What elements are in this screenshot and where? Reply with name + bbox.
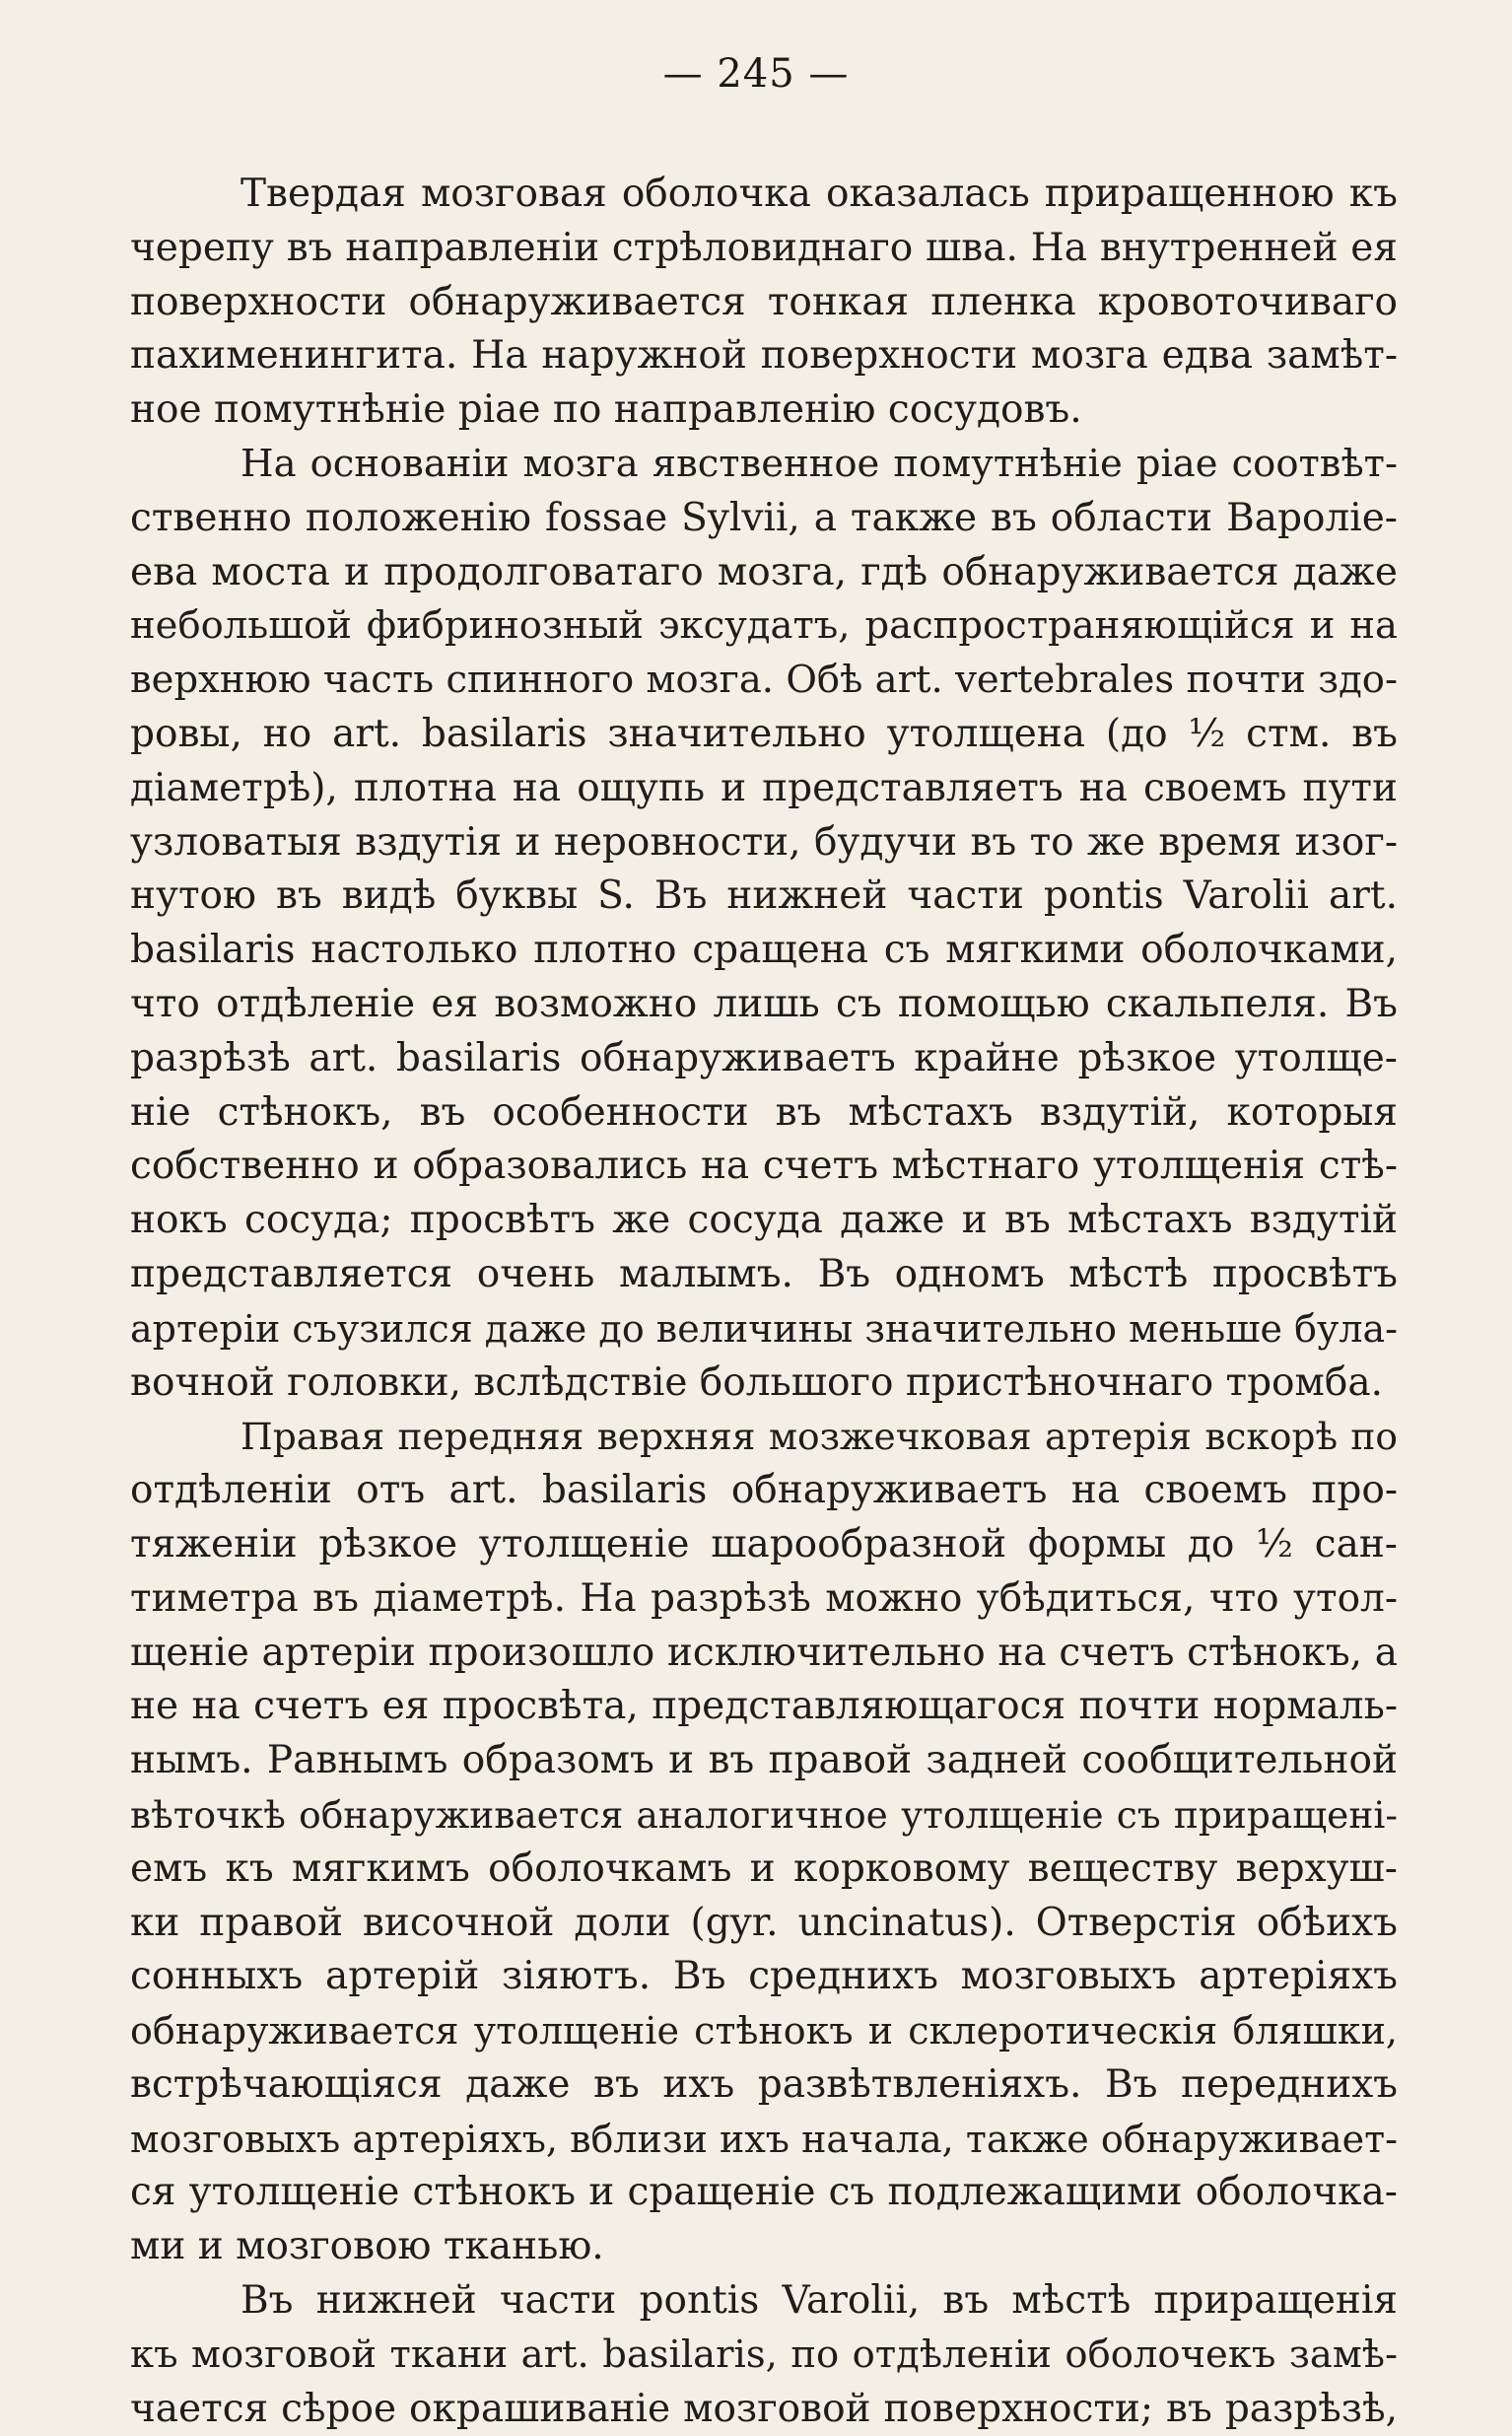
text-line: сонныхъ артерій зіяютъ. Въ среднихъ мозговыхъ артеріяхъ [130,1954,1398,1999]
text-line: Правая передняя верхняя мозжечковая артерія вскорѣ по [241,1415,1398,1459]
text-line: емъ къ мягкимъ оболочкамъ и корковому веществу верхуш- [130,1845,1398,1891]
text-line: щеніе артеріи произошло исключительно на счетъ стѣнокъ, а [130,1630,1398,1675]
text-line: basilaris настолько плотно сращена съ мягкими оболочками, [130,928,1398,973]
text-line: къ мозговой ткани art. basilaris, по отдѣленіи оболочекъ замѣ- [130,2332,1398,2377]
text-line: встрѣчающіяся даже въ ихъ развѣтвленіяхъ. Въ переднихъ [130,2061,1398,2107]
text-line: ніе стѣнокъ, въ особенности въ мѣстахъ вздутій, которыя [130,1089,1398,1135]
text-line: нымъ. Равнымъ образомъ и въ правой задней сообщительной [130,1738,1398,1783]
text-line: представляется очень малымъ. Въ одномъ мѣстѣ просвѣтъ [130,1251,1398,1296]
text-line: разрѣзѣ art. basilaris обнаруживаетъ крайне рѣзкое утолще- [130,1035,1398,1080]
text-line: верхнюю часть спинного мозга. Обѣ art. vertebrales почти здо- [130,658,1398,703]
text-line: ровы, но art. basilaris значительно утолщена (до ½ стм. въ [130,711,1398,756]
page-number: — 245 — [662,51,850,97]
text-line: вѣточкѣ обнаруживается аналогичное утолщеніе съ приращені- [130,1792,1398,1837]
text-line: артеріи съузился даже до величины значительно меньше була- [130,1306,1398,1351]
text-line: ное помутнѣніе piae по направленію сосудовъ. [130,387,1082,433]
text-line: Твердая мозговая оболочка оказалась приращенною къ [241,172,1398,216]
text-line: обнаруживается утолщеніе стѣнокъ и склеротическія бляшки, [130,2009,1398,2053]
text-line: пахименингита. На наружной поверхности мозга едва замѣт- [130,333,1398,379]
text-line: черепу въ направленіи стрѣловиднаго шва. На внутренней ея [130,225,1398,270]
text-line: мозговыхъ артеріяхъ, вблизи ихъ начала, также обнаруживает- [130,2117,1398,2161]
text-line: ки правой височной доли (gyr. uncinatus). Отверстія обѣихъ [130,1900,1398,1945]
text-line: не на счетъ ея просвѣта, представляющагося почти нормаль- [130,1684,1398,1729]
text-line: вочной головки, вслѣдствіе большого пристѣночнаго тромба. [130,1359,1384,1405]
text-line: отдѣленіи отъ art. basilaris обнаруживаетъ на своемъ про- [130,1468,1398,1513]
text-line: діаметрѣ), плотна на ощупь и представляетъ на своемъ пути [130,765,1398,810]
text-line: На основаніи мозга явственное помутнѣніе piae соотвѣт- [241,441,1398,486]
text-line: нутою въ видѣ буквы S. Въ нижней части pontis Varolii art. [130,873,1398,919]
text-line: что отдѣленіе ея возможно лишь съ помощью скальпеля. Въ [130,981,1398,1026]
text-line: ева моста и продолговатаго мозга, гдѣ обнаруживается даже [130,549,1398,594]
text-line: тиметра въ діаметрѣ. На разрѣзѣ можно убѣдиться, что утол- [130,1575,1398,1621]
text-line: собственно и образовались на счетъ мѣстнаго утолщенія стѣ- [130,1144,1398,1189]
text-line: тяженіи рѣзкое утолщеніе шарообразной формы до ½ сан- [130,1521,1398,1566]
text-line: ми и мозговою тканью. [130,2224,604,2269]
text-line: небольшой фибринозный эксудатъ, распространяющійся и на [130,603,1398,649]
text-line: чается сѣрое окрашиваніе мозговой поверхности; въ разрѣзѣ, [130,2386,1398,2431]
text-line: ся утолщеніе стѣнокъ и сращеніе съ подлежащими оболочка- [130,2170,1398,2215]
text-line: нокъ сосуда; просвѣтъ же сосуда даже и въ мѣстахъ вздутій [130,1198,1398,1243]
text-line: Въ нижней части pontis Varolii, въ мѣстѣ приращенія [241,2278,1398,2324]
body-text [130,168,1398,2436]
text-line: поверхности обнаруживается тонкая пленка кровоточиваго [130,279,1398,324]
text-line: ственно положенію fossae Sylvii, а также въ области Вароліе- [130,495,1398,540]
text-line: узловатыя вздутія и неровности, будучи въ то же время изог- [130,819,1398,865]
